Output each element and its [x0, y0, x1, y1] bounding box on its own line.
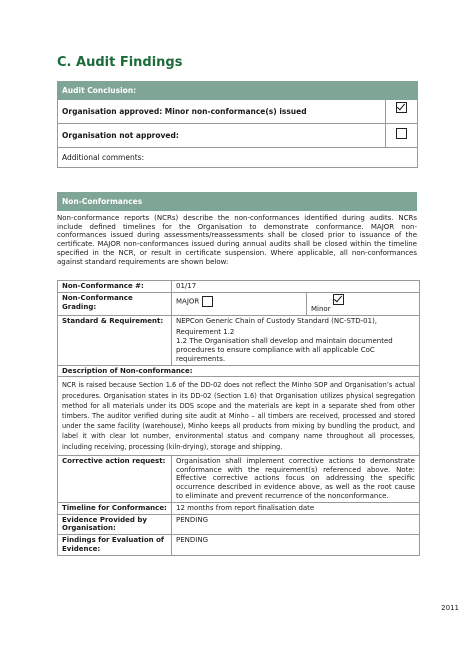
standard-label: Standard & Requirement: — [58, 315, 172, 365]
major-label: MAJOR — [176, 297, 200, 306]
minor-checkbox[interactable] — [333, 294, 344, 305]
evidence-value: PENDING — [172, 514, 420, 535]
major-checkbox[interactable] — [202, 296, 213, 307]
timeline-label: Timeline for Conformance: — [58, 502, 172, 514]
standard-line-1: NEPCon Generic Chain of Custody Standard (NC-STD-01), — [176, 316, 378, 325]
evidence-label: Evidence Provided by Organisation: — [58, 514, 172, 535]
audit-conclusion-header: Audit Conclusion: — [58, 82, 418, 100]
grading-label: Non-Conformance Grading: — [58, 292, 172, 315]
non-conformances-header-table — [57, 192, 417, 211]
section-title: C. Audit Findings — [57, 55, 183, 70]
grading-minor-cell — [307, 292, 420, 315]
non-conformances-intro: Non-conformance reports (NCRs) describe the non-conformances identified during audits. NCRs include defined timelines for the Organisation to demonstrate conformance. MAJOR non-conformances issued during assessments/reassessments shall be closed prior to issuance of the certificate. MAJOR non-conformances issued during annual audits shall be closed within the timeline specified in the NCR, or result in certificate suspension. Where applicable, all non-conformances against standard requirements are shown below: — [57, 214, 417, 266]
findings-label: Findings for Evaluation of Evidence: — [58, 535, 172, 556]
approved-minor-checkbox[interactable] — [396, 102, 407, 113]
not-approved-label: Organisation not approved: — [58, 124, 386, 148]
non-conformance-table — [57, 280, 420, 556]
description-value: NCR is raised because Section 1.6 of the DD-02 does not reflect the Minho SOP and Organisation’s actual procedures. Organisation states in its DD-02 (Section 1.6) that Organisation utilizes physical segregation method for all materials under its DDS scope and the materials are kept in a separate shed from other timbers. The auditor verified during site audit at Minho – all timbers are received, processed and stored under the same facility (warehouse), Minho keeps all products from mixing by bundling the product, and label it with clear lot number, environmental status and company name throughout all processes, including receiving, processing (kiln-drying), storage and shipping. — [58, 377, 420, 455]
additional-comments-label: Additional comments: — [58, 148, 418, 168]
non-conformances-header: Non-Conformances — [58, 193, 417, 211]
approved-minor-label: Organisation approved: Minor non-conformance(s) issued — [58, 100, 386, 124]
standard-line-3: 1.2 The Organisation shall develop and maintain documented procedures to ensure compliance with all applicable CoC requirements. — [176, 337, 393, 363]
standard-line-2: Requirement 1.2 — [176, 328, 235, 337]
page-number: 2011 — [441, 604, 459, 612]
corrective-value: Organisation shall implement corrective actions to demonstrate conformance with the requirement(s) referenced above. Note: Effective corrective actions focus on addressing the specific occurrence described in evidence above, as well as the root cause to eliminate and prevent recurrence of the nonconformance. — [172, 455, 420, 502]
description-label: Description of Non-conformance: — [58, 365, 420, 377]
grading-major-cell — [172, 292, 307, 315]
nc-number-value: 01/17 — [172, 281, 420, 293]
findings-value: PENDING — [172, 535, 420, 556]
audit-conclusion-table — [57, 81, 418, 168]
not-approved-checkbox[interactable] — [396, 128, 407, 139]
timeline-value: 12 months from report finalisation date — [172, 502, 420, 514]
minor-label: Minor — [311, 304, 331, 313]
nc-number-label: Non-Conformance #: — [58, 281, 172, 293]
corrective-label: Corrective action request: — [58, 455, 172, 502]
standard-value — [172, 315, 420, 365]
